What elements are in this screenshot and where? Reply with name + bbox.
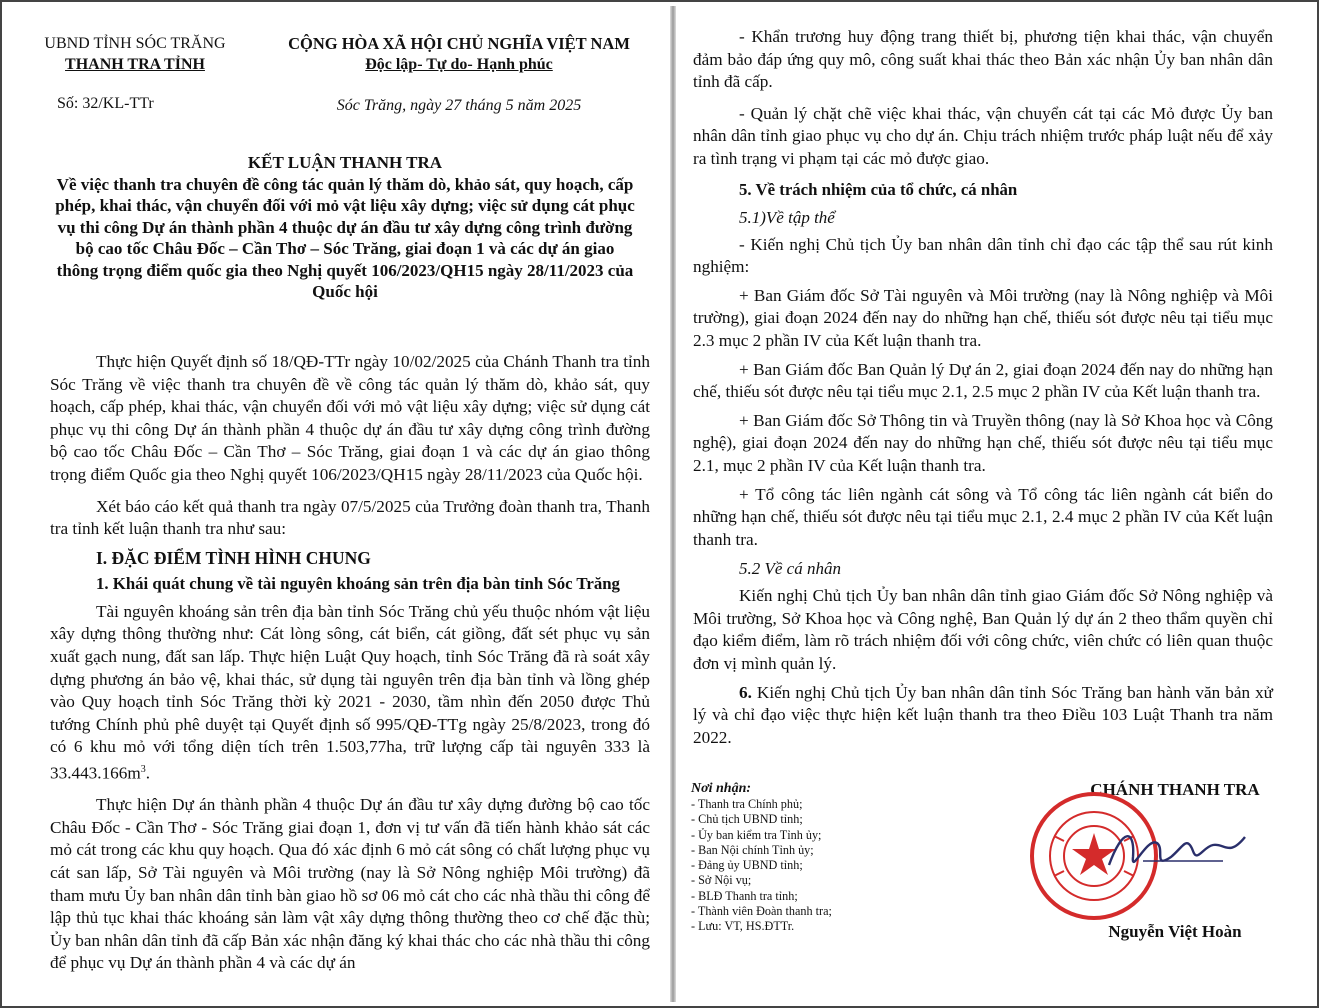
item-dept-environment: + Ban Giám đốc Sở Tài nguyên và Môi trường (nay là Nông nghiệp và Môi trường), giai đoạn 2024 đến nay do những hạn chế, thiếu sót được nêu tại tiểu mục 2.3 mục 2 phần IV của Kết luận thanh tra. [693,285,1273,350]
signer-name: Nguyễn Việt Hoàn [1108,922,1242,941]
paragraph-intro: Thực hiện Quyết định số 18/QĐ-TTr ngày 10/02/2025 của Chánh Thanh tra tỉnh Sóc Trăng về việc thanh tra chuyên đề về công tác quản lý thăm dò, khảo sát, quy hoạch, cấp phép, khai thác, vận chuyển đối với mỏ vật liệu xây dựng; việc sử dụng cát phục vụ thi công Dự án thành phần 4 thuộc dự án đầu tư xây dựng công trình đường bộ cao tốc Châu Đốc – Cần Thơ – Sóc Trăng, giai đoạn 1 và các dự án giao thông trọng điểm Quốc gia theo Nghị quyết 106/2023/QH15 ngày 28/11/2023 của Quốc hội. [50,352,650,484]
left-body [50,351,650,975]
subsection-heading-1: 1. Khái quát chung về tài nguyên khoáng sản trên địa bàn tỉnh Sóc Trăng [96,573,620,593]
subsection-heading-5-2: 5.2 Về cá nhân [739,559,841,579]
paragraph-project: Thực hiện Dự án thành phần 4 thuộc Dự án đầu tư xây dựng đường bộ cao tốc Châu Đốc - Cần Thơ - Sóc Trăng giai đoạn 1, đơn vị tư vấn đã tiến hành khảo sát các mỏ cát trong các khu quy hoạch. Qua đó xác định 6 mỏ cát sông có chất lượng phục vụ cát san lấp, Sở Tài nguyên và Môi trường (nay là Sở Nông nghiệp Môi trường) đã tham mưu Ủy ban nhân dân tỉnh bàn giao hồ sơ 06 mỏ cát cho các nhà thầu thi công để lập thủ tục khai thác khoáng sản làm vật xây dựng thông thường theo cơ chế đặc thù; Ủy ban nhân dân tỉnh đã cấp Bản xác nhận đăng ký khai thác cho các nhà thầu thi công để phục vụ Dự án thành phần 4 và các dự án [50,795,650,973]
motto: Độc lập- Tự do- Hạnh phúc [365,56,553,73]
page-fold-divider [670,6,676,1002]
recipient-item: - Thành viên Đoàn thanh tra; [691,904,832,919]
recipient-item: - Lưu: VT, HS.ĐTTr. [691,919,795,934]
document-number: Số: 32/KL-TTr [57,95,154,112]
right-body [693,26,1273,749]
section-heading-5: 5. Về trách nhiệm của tổ chức, cá nhân [739,179,1018,199]
document-title [40,152,650,303]
title-subject: Về việc thanh tra chuyên đề công tác quản lý thăm dò, khảo sát, quy hoạch, cấp phép, khai thác, vận chuyển đối với mỏ vật liệu xây dựng; việc sử dụng cát phục vụ thi công Dự án thành phần 4 thuộc dự án đầu tư xây dựng công trình đường bộ cao tốc Châu Đốc – Cần Thơ – Sóc Trăng, giai đoạn 1 và các dự án giao thông trọng điểm quốc gia theo Nghị quyết 106/2023/QH15 ngày 28/11/2023 của Quốc hội [55,174,635,301]
recipient-item: - Đảng ủy UBND tỉnh; [691,858,803,873]
section-heading-1: I. ĐẶC ĐIỂM TÌNH HÌNH CHUNG [96,547,371,568]
paragraph-mobilize: - Khẩn trương huy động trang thiết bị, phương tiện khai thác, vận chuyển đảm bảo đáp ứng quy mô, công suất khai thác theo Bản xác nhận Ủy ban nhân dân tỉnh đã cấp. [693,27,1273,92]
paragraph-manage: - Quản lý chặt chẽ việc khai thác, vận chuyển cát tại các Mỏ được Ủy ban nhân dân tỉnh giao phục vụ cho dự án. Chịu trách nhiệm trước pháp luật nếu để xảy ra tình trạng vi phạm tại các mỏ được giao. [693,103,1273,168]
place-date: Sóc Trăng, ngày 27 tháng 5 năm 2025 [336,97,582,114]
signature-icon [1103,817,1253,887]
recipient-item: - Ban Nội chính Tỉnh ủy; [691,842,814,857]
recipient-item: - Sở Nội vụ; [691,873,752,888]
recipient-item: - BLĐ Thanh tra tỉnh; [691,888,798,903]
paragraph-individual: Kiến nghị Chủ tịch Ủy ban nhân dân tỉnh giao Giám đốc Sở Nông nghiệp và Môi trường, Sở Khoa học và Công nghệ, Ban Quản lý dự án 2 theo thẩm quyền chỉ đạo kiểm điểm, làm rõ trách nhiệm đối với công chức, viên chức có liên quan thuộc đơn vị mình quản lý. [693,586,1273,674]
paragraph-collective: - Kiến nghị Chủ tịch Ủy ban nhân dân tỉnh chỉ đạo các tập thể sau rút kinh nghiệm: [693,234,1273,277]
signer-title: CHÁNH THANH TRA [1090,780,1260,799]
subsection-heading-5-1: 5.1)Về tập thể [739,207,835,227]
recipient-item: - Thanh tra Chính phủ; [691,797,803,811]
recipients-list [691,780,951,935]
nation-title: CỘNG HÒA XÃ HỘI CHỦ NGHĨA VIỆT NAM [288,34,630,53]
agency-parent: UBND TỈNH SÓC TRĂNG [44,35,226,52]
paragraph-resources: Tài nguyên khoáng sản trên địa bàn tỉnh Sóc Trăng chủ yếu thuộc nhóm vật liệu xây dựng thông thường như: Cát lòng sông, cát biển, cát giồng, đất sét phục vụ sản xuất gạch nung, đất san lấp. Thực hiện Luật Quy hoạch, tỉnh Sóc Trăng đã rà soát xây dựng phương án bảo vệ, khai thác, sử dụng tài nguyên trên địa bàn tỉnh và lồng ghép vào Quy hoạch tỉnh Sóc Trăng thời kỳ 2021 - 2030, tầm nhìn đến 2050 được Thủ tướng Chính phủ phê duyệt tại Quyết định số 995/QĐ-TTg ngày 25/8/2023, trong đó có 6 khu mỏ với tổng diện tích trên 1.503,77ha, trữ lượng cấp tài nguyên 333 là $33.443.166m^3$. [50,601,650,783]
item-project-board: + Ban Giám đốc Ban Quản lý Dự án 2, giai đoạn 2024 đến nay do những hạn chế, thiếu sót được nêu tại tiểu mục 2.1, 2.5 mục 2 phần IV của Kết luận thanh tra. [693,359,1273,402]
left-column [20,2,666,1006]
recipient-item: - Chủ tịch UBND tỉnh; [691,812,803,827]
item-working-groups: + Tổ công tác liên ngành cát sông và Tổ công tác liên ngành cát biển do những hạn chế, thiếu sót được nêu tại tiểu mục 2.1, 2.4 mục 2 phần IV của Kết luận thanh tra. [693,484,1273,549]
agency-name: THANH TRA TỈNH [65,56,205,73]
title-main: KẾT LUẬN THANH TRA [247,153,443,172]
recipients-title: Nơi nhận: [691,781,752,796]
paragraph-recommendation-6: 6. Kiến nghị Chủ tịch Ủy ban nhân dân tỉnh Sóc Trăng ban hành văn bản xử lý và chỉ đạo việc thực hiện kết luận thanh tra theo Điều 103 Luật Thanh tra năm 2022. [693,682,1273,747]
right-column [683,2,1303,1006]
item-dept-information: + Ban Giám đốc Sở Thông tin và Truyền thông (nay là Sở Khoa học và Công nghệ), giai đoạn 2024 đến nay do những hạn chế, thiếu sót được nêu tại tiểu mục 2.1, mục 2 phần IV của Kết luận thanh tra. [693,410,1273,475]
recipient-item: - Ủy ban kiểm tra Tỉnh ủy; [691,827,822,842]
paragraph-review: Xét báo cáo kết quả thanh tra ngày 07/5/2025 của Trưởng đoàn thanh tra, Thanh tra tỉnh kết luận thanh tra như sau: [50,496,650,539]
